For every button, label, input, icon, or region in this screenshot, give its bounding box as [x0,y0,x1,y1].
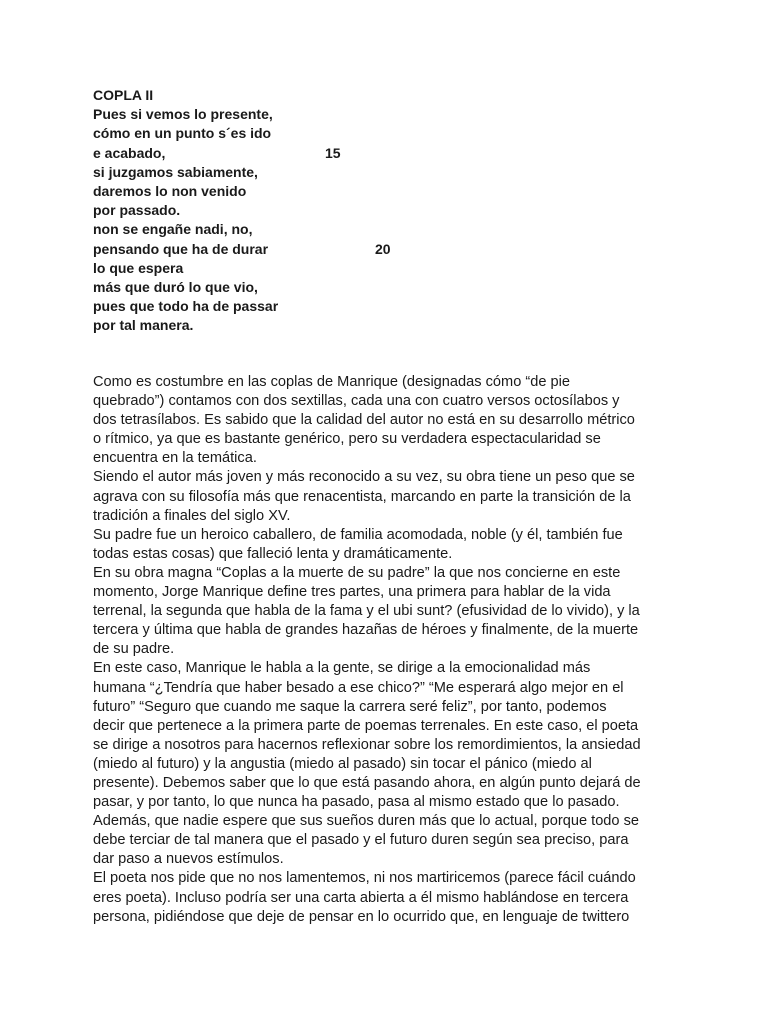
prose-line: terrenal, la segunda que habla de la fama y el ubi sunt? (efusividad de lo vivido), y la [93,603,640,620]
poem-line-text: e acabado, [93,144,166,161]
prose-line: decir que pertenece a la primera parte de poemas terrenales. En este caso, el poeta [93,717,639,734]
poem-line-text: pensando que ha de durar [93,240,269,257]
poem-line [93,316,513,335]
prose-line: En este caso, Manrique le habla a la gente, se dirige a la emocionalidad más [93,660,591,677]
prose-line: agrava con su filosofía más que renacentista, marcando en parte la transición de la [93,488,631,505]
poem-block [93,86,513,335]
poem-line-text: cómo en un punto s´es ido [93,125,272,142]
prose-line: todas estas cosas) que falleció lenta y dramáticamente. [93,545,453,562]
prose-line: quebrado”) contamos con dos sextillas, cada una con cuatro versos octosílabos y [93,393,620,410]
poem-line [93,124,513,143]
poem-line-text: non se engañe nadi, no, [93,221,253,238]
prose-line: (miedo al futuro) y la angustia (miedo al pasado) sin tocar el pánico (miedo al [93,755,592,772]
prose-line: Siendo el autor más joven y más reconocido a su vez, su obra tiene un peso que se [93,469,635,486]
prose-line: persona, pidiéndose que deje de pensar en lo ocurrido que, en lenguaje de twittero [93,908,630,925]
poem-line-text: por passado. [93,202,181,219]
poem-line [93,105,513,124]
prose-line: El poeta nos pide que no nos lamentemos, ni nos martiricemos (parece fácil cuándo [93,870,636,887]
poem-line-text: si juzgamos sabiamente, [93,163,258,180]
poem-heading: COPLA II [93,87,154,103]
poem-line [93,144,513,163]
prose-line: futuro” “Seguro que cuando me saque la carrera seré feliz”, por tanto, podemos [93,698,607,715]
poem-line [93,278,513,297]
prose-line: tercera y última que habla de grandes hazañas de héroes y finalmente, de la muerte [93,622,639,639]
poem-line-text: daremos lo non venido [93,182,247,199]
prose-line: encuentra en la temática. [93,450,257,467]
prose-line: humana “¿Tendría que haber besado a ese chico?” “Me esperará algo mejor en el [93,679,624,696]
commentary-body [93,373,683,927]
poem-line [93,163,513,182]
poem-line-text: Pues si vemos lo presente, [93,106,273,123]
verse-number: 15 [325,144,341,161]
poem-line [93,240,513,259]
prose-line: presente). Debemos saber que lo que está pasando ahora, en algún punto dejará de [93,774,641,791]
poem-line-text: más que duró lo que vio, [93,278,258,295]
prose-line: En su obra magna “Coplas a la muerte de su padre” la que nos concierne en este [93,564,621,581]
verse-number: 20 [375,240,391,257]
prose-line: se dirige a nosotros para hacernos reflexionar sobre los remordimientos, la ansiedad [93,736,641,753]
prose-line: Su padre fue un heroico caballero, de familia acomodada, noble (y él, también fue [93,526,623,543]
poem-line [93,259,513,278]
poem-line-text: por tal manera. [93,317,194,334]
prose-line: eres poeta). Incluso podría ser una carta abierta a él mismo hablándose en tercera [93,889,629,906]
prose-line: de su padre. [93,641,175,658]
poem-line [93,201,513,220]
prose-line: momento, Jorge Manrique define tres partes, una primera para hablar de la vida [93,584,611,601]
prose-line: dar paso a nuevos estímulos. [93,851,284,868]
prose-line: tradición a finales del siglo XV. [93,507,291,524]
prose-line: Como es costumbre en las coplas de Manrique (designadas cómo “de pie [93,374,570,390]
prose-line: dos tetrasílabos. Es sabido que la calidad del autor no está en su desarrollo métrico [93,412,635,429]
poem-line [93,297,513,316]
poem-line-text: pues que todo ha de passar [93,298,279,315]
poem-line [93,182,513,201]
prose-line: pasar, y por tanto, lo que nunca ha pasado, pasa al mismo estado que lo pasado. [93,794,620,811]
poem-line-text: lo que espera [93,259,184,276]
poem-line [93,220,513,239]
prose-line: o rítmico, ya que es bastante genérico, pero su verdadera espectacularidad se [93,431,601,448]
prose-line: debe terciar de tal manera que el pasado y el futuro duren según sea preciso, para [93,832,629,849]
prose-line: Además, que nadie espere que sus sueños duren más que lo actual, porque todo se [93,813,640,830]
